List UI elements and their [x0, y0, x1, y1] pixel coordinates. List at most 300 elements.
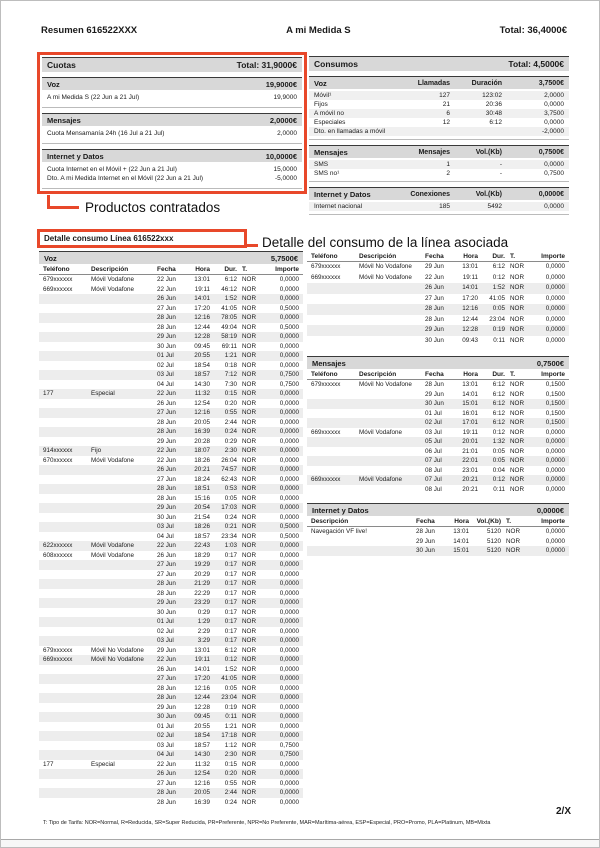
table-cell: NOR [506, 547, 520, 554]
table-cell: 1:52 [492, 284, 505, 291]
table-cell: Móvil No Vodafone [359, 381, 412, 388]
table-cell: 0:11 [493, 336, 505, 344]
cuotas-section-voz [42, 77, 302, 108]
table-cell [91, 408, 157, 418]
table-cell: 28 Jun [157, 589, 176, 597]
table-cell: 16:39 [194, 798, 210, 806]
table-cell [91, 665, 157, 675]
table-row [309, 169, 569, 178]
table-cell [311, 485, 359, 495]
table-cell [91, 332, 157, 342]
table-row [42, 129, 302, 138]
section-rows [42, 90, 302, 108]
table-cell: 0,0000 [279, 760, 299, 768]
products-annotation-connector [47, 195, 79, 209]
table-cell: 28 Jun [157, 684, 176, 692]
table-cell: 17:03 [221, 504, 237, 511]
table-cell [43, 560, 91, 570]
table-cell [91, 370, 157, 380]
table-row [39, 646, 303, 656]
table-cell [91, 465, 157, 475]
table-title: Voz [44, 253, 57, 263]
column-header: Hora [463, 253, 478, 260]
table-row [307, 537, 569, 547]
table-cell [91, 503, 157, 513]
table-cell: NOR [242, 589, 256, 597]
table-cell: 0,0000 [279, 684, 299, 692]
table-cell: Cuota Internet en el Móvil + (22 Jun a 21 Jul) [47, 166, 177, 173]
table-cell [359, 447, 425, 457]
table-cell: 0,0000 [545, 537, 565, 545]
table-row [307, 466, 569, 476]
table-cell: 0:17 [224, 608, 237, 616]
grand-total: Total: 36,4000€ [499, 25, 567, 36]
table-cell: 6:12 [489, 119, 502, 126]
table-cell: 0,0000 [279, 409, 299, 416]
table-cell: 622xxxxxx [43, 542, 73, 549]
table-cell: 0,0000 [279, 390, 299, 397]
table-cell [91, 617, 157, 627]
column-header: Importe [541, 371, 565, 378]
table-cell: NOR [510, 476, 524, 483]
table-cell [311, 399, 359, 409]
table-cell [359, 390, 425, 400]
summary-line-number: Resumen 616522XXX [41, 25, 138, 36]
table-cell: 3:29 [197, 637, 210, 644]
table-cell: 02 Jul [425, 419, 442, 426]
table-cell [43, 427, 91, 437]
table-row [39, 456, 303, 466]
section-band [42, 113, 302, 126]
table-cell: 18:57 [194, 532, 210, 540]
table-row [39, 285, 303, 295]
table-cell [402, 127, 450, 136]
table-row [39, 522, 303, 532]
section-amount: 10,0000€ [265, 151, 297, 161]
table-cell: NOR [242, 789, 256, 796]
table-cell: 21:54 [194, 513, 210, 521]
table-cell: 679xxxxxx [311, 381, 341, 388]
table-cell: 18:07 [194, 447, 210, 454]
table-row [309, 160, 569, 169]
column-header: Hora [195, 266, 210, 273]
table-row [309, 202, 569, 211]
section-title: Mensajes [47, 115, 81, 125]
table-row [39, 636, 303, 646]
table-cell: NOR [242, 304, 256, 312]
table-cell [91, 703, 157, 713]
section-band [309, 145, 569, 158]
table-cell [311, 456, 359, 466]
table-cell: 0:12 [492, 476, 505, 483]
table-row [39, 332, 303, 342]
table-cell [43, 399, 91, 409]
table-cell: A móvil no [314, 110, 344, 117]
table-cell: 07 Jul [425, 457, 442, 464]
table-cell: 26 Jun [157, 665, 176, 673]
table-cell: 0,1500 [545, 390, 565, 398]
column-header: Fecha [157, 266, 176, 273]
table-cell: Móvil Vodafone [91, 456, 135, 464]
table-cell: NOR [510, 263, 524, 270]
table-cell: 03 Jul [425, 428, 442, 436]
table-cell: 17:20 [194, 675, 210, 682]
table-cell: 7:12 [224, 371, 237, 378]
table-cell [311, 466, 359, 476]
table-cell: 0,0000 [545, 305, 565, 312]
table-cell: 0:55 [224, 779, 237, 787]
table-cell: 0:05 [492, 305, 505, 312]
table-cell: 12:16 [194, 684, 210, 692]
table-cell: 0,0000 [279, 561, 299, 568]
table-cell: 12:28 [194, 703, 210, 711]
consumos-voz [309, 76, 569, 140]
table-row [39, 712, 303, 722]
table-cell [43, 408, 91, 418]
table-cell: 2,0000 [544, 92, 564, 99]
table-row [307, 262, 569, 273]
table-row [39, 494, 303, 504]
table-cell: 29 Jun [157, 646, 176, 654]
table-cell [311, 336, 359, 347]
table-cell: 5120 [486, 537, 501, 545]
table-cell: 0,0000 [279, 722, 299, 730]
table-cell: 0:17 [224, 551, 237, 559]
table-cell: 5492 [487, 203, 502, 210]
table-cell [91, 712, 157, 722]
table-cell [43, 788, 91, 798]
table-cell [91, 636, 157, 646]
table-cell: 670xxxxxx [43, 456, 73, 464]
products-annotation-label: Productos contratados [85, 200, 221, 215]
table-cell: NOR [506, 528, 520, 535]
table-row [39, 418, 303, 428]
table-cell: NOR [242, 732, 256, 739]
table-cell: 0,0000 [279, 627, 299, 635]
table-cell: 0:29 [224, 437, 237, 445]
table-cell [43, 741, 91, 751]
table-cell: 21:29 [194, 580, 210, 587]
table-amount: 5,7500€ [270, 253, 298, 263]
table-cell: 0,0000 [545, 485, 565, 493]
column-header: T. [242, 266, 248, 273]
table-cell: 21:01 [462, 447, 478, 455]
table-cell: 22 Jun [157, 447, 176, 454]
table-cell: A mi Medida S (22 Jun a 21 Jul) [47, 94, 140, 101]
col-duracion: Duración [471, 80, 502, 87]
table-cell: 02 Jul [157, 627, 174, 635]
table-cell: 6:12 [492, 400, 505, 407]
table-cell: - [499, 170, 502, 177]
section-band [42, 77, 302, 90]
table-row [307, 485, 569, 495]
table-cell: 13:01 [194, 276, 210, 283]
table-cell: 28 Jun [157, 428, 176, 435]
table-cell: 02 Jul [157, 361, 174, 369]
table-cell: NOR [510, 326, 524, 333]
table-cell: 28 Jun [425, 315, 444, 323]
table-cell: 0:05 [492, 447, 505, 455]
table-cell [43, 323, 91, 333]
table-header-row [39, 264, 303, 275]
table-cell [43, 722, 91, 732]
table-cell: 6:12 [492, 390, 505, 398]
table-row [39, 389, 303, 399]
table-cell: 26 Jun [157, 770, 176, 777]
table-row [39, 598, 303, 608]
table-row [39, 570, 303, 580]
table-cell: 12:16 [194, 314, 210, 321]
table-cell: 0,0000 [279, 703, 299, 711]
column-header: Dur. [492, 253, 505, 260]
table-cell [91, 598, 157, 608]
table-cell [43, 370, 91, 380]
table-cell: 2:30 [224, 751, 237, 758]
table-cell: 0,0000 [279, 694, 299, 701]
table-cell: 03 Jul [157, 523, 174, 530]
table-band [39, 251, 303, 264]
table-band [307, 356, 569, 369]
table-cell: 0,0000 [544, 161, 564, 168]
table-row [39, 313, 303, 323]
table-cell [359, 283, 425, 294]
table-body [307, 262, 569, 346]
table-cell: 04 Jul [157, 380, 174, 388]
table-cell: 28 Jun [425, 381, 444, 388]
table-cell: NOR [510, 305, 524, 312]
table-cell: 19:11 [194, 285, 210, 293]
table-row [39, 798, 303, 808]
section-title: Voz [47, 79, 60, 89]
table-header-row [307, 251, 569, 262]
table-cell: NOR [242, 694, 256, 701]
table-cell [311, 390, 359, 400]
table-cell [91, 741, 157, 751]
column-header: T. [510, 371, 516, 378]
table-cell: 46:12 [221, 285, 237, 293]
table-cell: 14:01 [462, 284, 478, 291]
table-cell: 0,0000 [545, 476, 565, 483]
section-rows [309, 200, 569, 215]
table-cell: 0:05 [224, 684, 237, 692]
table-cell: 0,0000 [279, 779, 299, 787]
table-cell [359, 294, 425, 305]
table-cell: 0:05 [492, 457, 505, 464]
detalle-mensajes-table [307, 356, 569, 494]
table-cell: 0,0000 [279, 352, 299, 359]
table-cell: Móvil¹ [314, 92, 332, 99]
table-cell: 0:11 [225, 713, 237, 720]
table-cell: 0,0000 [279, 656, 299, 663]
table-cell: 1:29 [197, 618, 210, 625]
table-cell: NOR [242, 494, 256, 502]
table-cell [43, 769, 91, 779]
table-cell: 30 Jun [157, 608, 176, 616]
table-cell: 27 Jun [157, 570, 176, 578]
section-rows [42, 126, 302, 144]
table-cell: NOR [242, 504, 256, 511]
table-row [309, 100, 569, 109]
table-cell: 04 Jul [157, 532, 174, 540]
table-cell [311, 447, 359, 457]
table-row [307, 380, 569, 390]
table-cell: 7:30 [224, 380, 237, 388]
table-cell: 29 Jun [157, 504, 176, 511]
table-row [42, 174, 302, 183]
table-title: Internet y Datos [312, 505, 369, 515]
table-cell: NOR [242, 665, 256, 673]
table-row [307, 437, 569, 447]
table-cell [43, 332, 91, 342]
table-cell: 22 Jun [157, 276, 176, 283]
detalle-internet-table [307, 503, 569, 556]
table-cell: 0,0000 [279, 342, 299, 350]
table-cell [91, 608, 157, 618]
table-row [39, 399, 303, 409]
table-cell [91, 589, 157, 599]
table-cell [43, 351, 91, 361]
table-cell: NOR [242, 295, 256, 302]
table-row [39, 427, 303, 437]
table-cell: 27 Jun [157, 779, 176, 787]
table-row [307, 390, 569, 400]
table-cell: 12:44 [194, 323, 210, 331]
table-cell: 2 [446, 170, 450, 177]
table-cell: Especiales [314, 119, 346, 126]
table-cell [91, 788, 157, 798]
table-cell [91, 342, 157, 352]
table-cell: 27 Jun [157, 561, 176, 568]
table-cell: 0:17 [224, 570, 237, 578]
table-cell: 608xxxxxx [43, 551, 73, 559]
table-cell: 20:55 [194, 722, 210, 730]
table-cell: 0,0000 [545, 457, 565, 464]
table-cell: Dto. A mi Medida Internet en el Móvil (22 Jun a 21 Jul) [47, 175, 204, 182]
table-row [39, 484, 303, 494]
table-cell [311, 537, 416, 547]
table-row [39, 304, 303, 314]
column-header: Fecha [425, 371, 444, 378]
table-cell: Dto. en llamadas a móvil [314, 128, 386, 135]
table-cell: 6:12 [224, 276, 237, 283]
table-row [39, 408, 303, 418]
table-cell: 0,0000 [279, 333, 299, 340]
table-cell: 22 Jun [157, 390, 176, 397]
table-row [39, 275, 303, 285]
table-cell: NOR [510, 284, 524, 291]
table-cell: NOR [510, 438, 524, 445]
table-cell: 0,0000 [545, 438, 565, 445]
table-cell [450, 127, 502, 136]
table-cell: Móvil Vodafone [359, 428, 403, 436]
table-cell: 0,0000 [279, 542, 299, 549]
table-cell: 26 Jun [157, 466, 176, 473]
table-cell: 0:19 [492, 326, 505, 333]
table-cell: 41:05 [221, 675, 237, 682]
consumos-mensajes [309, 145, 569, 182]
table-cell: 0,0000 [279, 276, 299, 283]
table-cell: 14:30 [194, 751, 210, 758]
table-cell: 0,0000 [279, 494, 299, 502]
table-cell: 26 Jun [425, 284, 444, 291]
table-cell: 69:11 [221, 342, 237, 350]
table-cell: 09:45 [194, 713, 210, 720]
table-cell: NOR [242, 570, 256, 578]
consumos-title: Consumos [314, 59, 358, 69]
table-cell [311, 315, 359, 326]
table-row [307, 418, 569, 428]
table-cell: Fijo [91, 447, 102, 454]
table-cell: 6:12 [492, 409, 505, 417]
table-cell: 0,0000 [545, 336, 565, 344]
table-cell: 1:12 [224, 741, 237, 749]
table-cell: 16:01 [462, 409, 478, 417]
table-cell: 30 Jun [425, 336, 444, 344]
table-cell: 0:18 [224, 361, 237, 369]
table-cell [91, 693, 157, 703]
table-row [307, 475, 569, 485]
table-row [39, 750, 303, 760]
table-cell: 29 Jun [416, 537, 435, 545]
table-cell: 0,0000 [279, 551, 299, 559]
table-cell: 0,0000 [545, 273, 565, 281]
table-cell: 11:32 [194, 760, 210, 768]
table-cell: NOR [242, 722, 256, 730]
column-header: Fecha [416, 518, 435, 525]
table-cell: 49:04 [221, 323, 237, 331]
table-cell [91, 494, 157, 504]
table-cell: 30 Jun [157, 713, 176, 720]
table-cell: 0:12 [492, 273, 505, 281]
table-cell: NOR [510, 428, 524, 436]
table-cell: 0,7500 [279, 380, 299, 388]
table-row [39, 294, 303, 304]
table-cell: 20:05 [194, 418, 210, 426]
table-cell: NOR [510, 294, 524, 302]
table-cell: 0,5000 [279, 523, 299, 530]
table-cell: NOR [242, 380, 256, 388]
table-row [307, 409, 569, 419]
table-cell: 18:51 [194, 485, 210, 492]
table-cell: 0,0000 [279, 447, 299, 454]
table-cell: 0,0000 [279, 399, 299, 407]
table-row [39, 693, 303, 703]
table-row [39, 779, 303, 789]
table-cell: Móvil Vodafone [91, 551, 135, 559]
table-cell: 19:11 [462, 273, 478, 281]
table-row [39, 589, 303, 599]
table-cell [43, 579, 91, 589]
table-cell: 03 Jul [157, 741, 174, 749]
table-cell [43, 589, 91, 599]
table-cell: NOR [510, 336, 524, 344]
table-cell: 0,0000 [279, 713, 299, 720]
table-cell: 28 Jun [157, 694, 176, 701]
table-header-row [307, 369, 569, 380]
table-cell: Especial [91, 760, 115, 768]
table-cell: 0,0000 [279, 314, 299, 321]
table-cell: 0:04 [492, 466, 505, 474]
table-cell: 29 Jun [157, 703, 176, 711]
table-cell: 0,5000 [279, 323, 299, 331]
table-cell: 0:15 [224, 390, 237, 397]
table-cell: 0,0000 [279, 608, 299, 616]
table-row [307, 447, 569, 457]
table-cell: NOR [242, 333, 256, 340]
col-mensajes: Mensajes [418, 149, 450, 156]
table-cell: 20:05 [194, 789, 210, 796]
table-cell: NOR [510, 457, 524, 464]
